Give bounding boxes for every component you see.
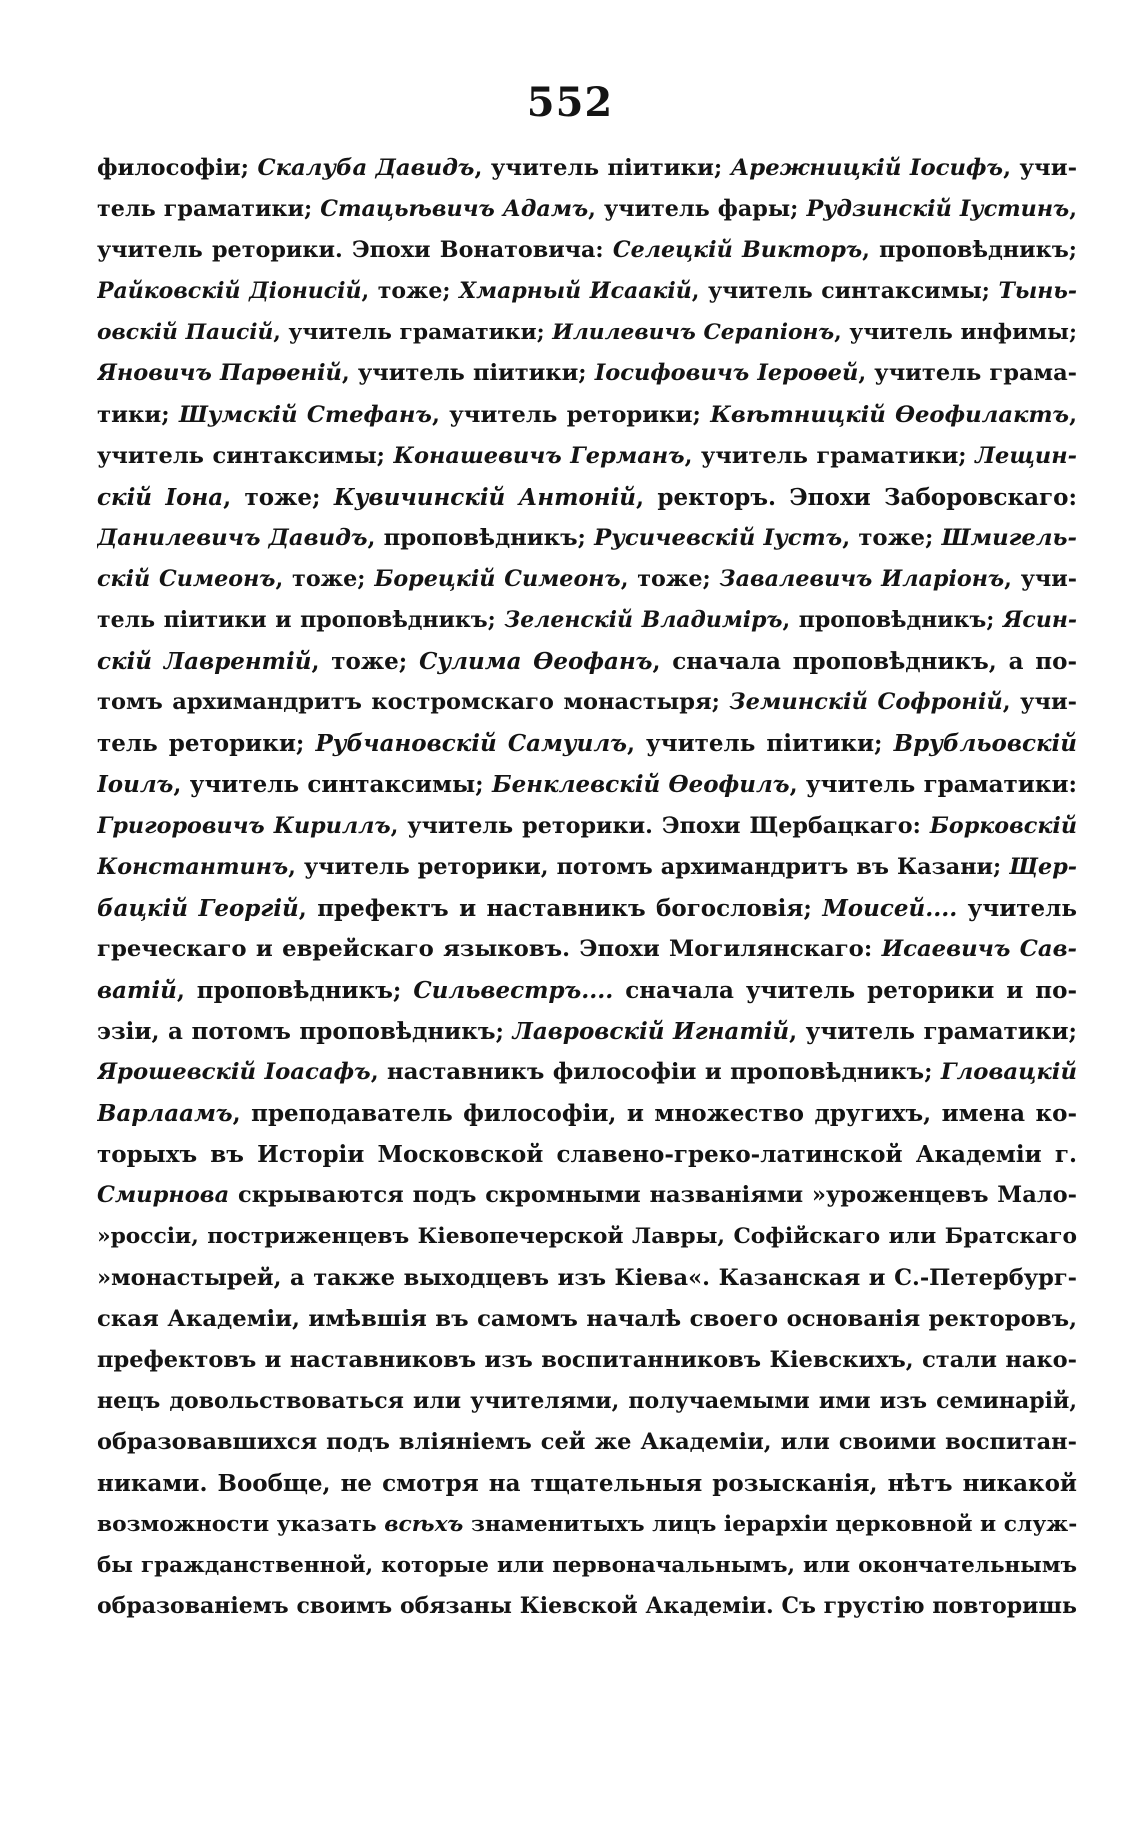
- text-segment: образованіемъ своимъ обязаны Кіевской Академіи. Съ грустію повторишь: [97, 1593, 1077, 1620]
- text-segment: ,: [1069, 196, 1077, 223]
- italic-name: Ясин-: [1003, 607, 1077, 634]
- text-segment: , учитель граматики;: [684, 442, 976, 469]
- italic-name: Зеленскій Владиміръ: [504, 607, 783, 634]
- italic-name: Сулима Ѳеофанъ: [419, 648, 653, 676]
- text-line: [97, 847, 1077, 888]
- italic-name: Іоилъ: [97, 771, 174, 799]
- text-segment: »монастырей, а также выходцевъ изъ Кіева«. Казанская и С.-Петербург-: [97, 1264, 1077, 1291]
- text-segment: , преподаватель философіи, и множество другихъ, имена ко-: [232, 1100, 1077, 1128]
- text-line: [97, 271, 1077, 312]
- text-segment: , учитель піитики;: [626, 730, 894, 758]
- text-line: [97, 148, 1077, 189]
- text-segment: учитель реторики. Эпохи Вонатовича:: [97, 237, 613, 264]
- text-segment: эзіи, а потомъ проповѣдникъ;: [97, 1017, 513, 1045]
- text-segment: , учитель граматики:: [789, 771, 1077, 799]
- italic-name: Рудзинскій Іустинъ: [806, 196, 1070, 223]
- text-segment: , префектъ и наставникъ богословія;: [298, 894, 823, 922]
- text-line: [97, 1216, 1077, 1257]
- italic-name: Яновичъ Парѳеній: [97, 360, 342, 387]
- text-segment: бы гражданственной, которые или первоначальнымъ, или окончательнымъ: [97, 1553, 1077, 1579]
- text-segment: философіи;: [97, 155, 258, 181]
- text-segment: никами. Вообще, не смотря на тщательныя розысканія, нѣтъ никакой: [97, 1470, 1077, 1497]
- italic-name: Скалуба Давидъ: [257, 155, 475, 181]
- body-text: [97, 148, 1077, 1627]
- text-segment: , учи-: [1003, 155, 1077, 181]
- text-line: [97, 230, 1077, 271]
- text-segment: тель піитики и проповѣдникъ;: [97, 607, 505, 634]
- text-segment: , учитель реторики. Эпохи Щербацкаго:: [390, 812, 930, 839]
- italic-name: бацкій Георгій: [97, 894, 299, 922]
- text-segment: , учи-: [1002, 689, 1077, 716]
- italic-name: скій Іона: [97, 483, 224, 511]
- text-line: [97, 312, 1077, 353]
- text-segment: »россіи, постриженцевъ Кіевопечерской Лавры, Софійскаго или Братскаго: [97, 1224, 1077, 1250]
- text-segment: томъ архимандритъ костромскаго монастыря;: [97, 689, 730, 716]
- text-segment: знаменитыхъ лицъ іерархіи церковной и служ-: [463, 1512, 1077, 1538]
- text-segment: ,: [1069, 401, 1077, 428]
- text-line: [97, 436, 1077, 477]
- italic-name: ватій: [97, 976, 177, 1004]
- text-segment: , учитель синтаксимы;: [691, 278, 999, 305]
- text-segment: , учитель піитики;: [341, 360, 595, 387]
- text-segment: , тоже;: [842, 524, 942, 551]
- italic-name: Тынь-: [998, 278, 1077, 305]
- text-line: [97, 929, 1077, 970]
- text-line: [97, 1052, 1077, 1093]
- text-line: [97, 1258, 1077, 1299]
- italic-name: Варлаамъ: [97, 1100, 233, 1128]
- italic-name: скій Лаврентій: [97, 648, 312, 676]
- italic-name: Селецкій Викторъ: [612, 237, 863, 264]
- text-line: [97, 600, 1077, 641]
- text-segment: , тоже;: [361, 278, 460, 305]
- italic-name: Бенклевскій Ѳеофилъ: [491, 771, 790, 799]
- text-line: [97, 723, 1077, 764]
- text-line: [97, 1299, 1077, 1340]
- text-segment: , учитель синтаксимы;: [173, 771, 492, 799]
- text-segment: , проповѣдникъ;: [367, 524, 595, 551]
- italic-name: Илилевичъ Серапіонъ: [552, 320, 835, 346]
- text-segment: , проповѣдникъ;: [176, 976, 414, 1004]
- text-segment: учитель: [957, 894, 1077, 922]
- text-segment: , учитель инфимы;: [834, 320, 1077, 346]
- text-line: [97, 888, 1077, 929]
- text-segment: , тоже;: [275, 565, 375, 592]
- text-segment: , проповѣдникъ;: [782, 607, 1004, 634]
- text-segment: , учитель граматики;: [789, 1017, 1077, 1045]
- italic-name: Сильвестръ....: [413, 976, 614, 1004]
- text-segment: , тоже;: [620, 565, 720, 592]
- text-line: [97, 806, 1077, 847]
- text-line: [97, 1545, 1077, 1586]
- text-line: [97, 189, 1077, 230]
- italic-name: Лавровскій Игнатій: [512, 1017, 790, 1045]
- text-segment: , учи-: [1004, 565, 1077, 592]
- text-segment: , учитель реторики, потомъ архимандритъ въ Казани;: [288, 853, 1010, 880]
- text-segment: , проповѣдникъ;: [862, 237, 1077, 264]
- italic-name: Лещин-: [975, 442, 1077, 469]
- italic-name: Шмигель-: [941, 524, 1077, 551]
- text-segment: торыхъ въ Исторіи Московской славено-греко-латинской Академіи г.: [97, 1141, 1077, 1169]
- text-segment: , учитель піитики;: [474, 155, 731, 181]
- text-segment: тики;: [97, 401, 180, 428]
- italic-name: Исаевичъ Сав-: [881, 935, 1077, 962]
- text-segment: префектовъ и наставниковъ изъ воспитанниковъ Кіевскихъ, стали нако-: [97, 1346, 1077, 1373]
- text-segment: возможности указать: [97, 1512, 385, 1538]
- text-segment: нецъ довольствоваться или учителями, получаемыми ими изъ семинарій,: [97, 1387, 1077, 1414]
- italic-name: Врубльовскій: [893, 730, 1077, 758]
- italic-name: Завалевичъ Иларіонъ: [719, 565, 1005, 592]
- italic-name: Моисей....: [822, 894, 958, 922]
- text-segment: , учитель граматики;: [273, 320, 553, 346]
- italic-name: Рубчановскій Самуилъ: [315, 730, 627, 758]
- italic-name: Хмарный Исаакій: [459, 278, 692, 305]
- italic-name: Райковскій Діонисій: [97, 278, 362, 305]
- italic-name: Константинъ: [97, 853, 289, 880]
- italic-name: Кувичинскій Антоній: [333, 483, 637, 511]
- italic-name: Борковскій: [929, 812, 1077, 839]
- italic-name: овскій Паисій: [97, 320, 274, 346]
- text-line: [97, 970, 1077, 1011]
- text-line: [97, 1011, 1077, 1052]
- text-segment: , учитель фары;: [588, 196, 807, 223]
- text-segment: учитель синтаксимы;: [97, 442, 394, 469]
- italic-name: Квѣтницкій Ѳеофилактъ: [710, 401, 1070, 428]
- italic-name: Іосифовичъ Іероѳей: [594, 360, 859, 387]
- italic-name: Григоровичъ Кириллъ: [97, 812, 391, 839]
- text-segment: сначала учитель реторики и по-: [613, 976, 1077, 1004]
- text-segment: ская Академіи, имѣвшія въ самомъ началѣ своего основанія ректоровъ,: [97, 1305, 1077, 1332]
- text-segment: образовавшихся подъ вліяніемъ сей же Академіи, или своими воспитан-: [97, 1428, 1077, 1455]
- italic-name: всѣхъ: [384, 1512, 464, 1538]
- italic-name: Стацьѣвичъ Адамъ: [320, 196, 589, 223]
- italic-name: Ярошевскій Іоасафъ: [97, 1059, 371, 1086]
- italic-name: Русичевскій Іустъ: [594, 524, 843, 551]
- text-line: [97, 477, 1077, 518]
- text-segment: , наставникъ философіи и проповѣдникъ;: [370, 1059, 941, 1086]
- text-line: [97, 1586, 1077, 1627]
- text-line: [97, 1422, 1077, 1463]
- text-segment: , тоже;: [223, 483, 334, 511]
- text-line: [97, 682, 1077, 723]
- italic-name: Гловацкій: [940, 1059, 1077, 1086]
- text-segment: , учитель грама-: [858, 360, 1077, 387]
- text-line: [97, 518, 1077, 559]
- italic-name: Щер-: [1009, 853, 1077, 880]
- italic-name: Конашевичъ Германъ: [393, 442, 685, 469]
- text-line: [97, 1381, 1077, 1422]
- italic-name: Данилевичъ Давидъ: [97, 524, 368, 551]
- text-segment: , ректоръ. Эпохи Заборовскаго:: [636, 483, 1077, 511]
- text-segment: греческаго и еврейскаго языковъ. Эпохи Могилянскаго:: [97, 935, 882, 962]
- text-line: [97, 395, 1077, 436]
- italic-name: Смирнова: [97, 1182, 230, 1209]
- italic-name: Арежницкій Іосифъ: [730, 155, 1004, 181]
- text-line: [97, 1340, 1077, 1381]
- text-segment: , тоже;: [311, 648, 420, 676]
- italic-name: скій Симеонъ: [97, 565, 276, 592]
- text-segment: тель граматики;: [97, 196, 321, 223]
- italic-name: Земинскій Софроній: [729, 689, 1003, 716]
- text-line: [97, 641, 1077, 682]
- text-line: [97, 1504, 1077, 1545]
- text-line: [97, 1093, 1077, 1134]
- text-segment: тель реторики;: [97, 730, 316, 758]
- text-line: [97, 1463, 1077, 1504]
- text-segment: , учитель реторики;: [431, 401, 711, 428]
- text-line: [97, 764, 1077, 805]
- text-line: [97, 353, 1077, 394]
- text-segment: скрываются подъ скромными названіями »уроженцевъ Мало-: [229, 1182, 1077, 1209]
- italic-name: Борецкій Симеонъ: [374, 565, 621, 592]
- italic-name: Шумскій Стефанъ: [179, 401, 432, 428]
- text-segment: , сначала проповѣдникъ, а по-: [652, 648, 1077, 676]
- page-number: 552: [526, 79, 614, 126]
- text-line: [97, 1134, 1077, 1175]
- text-line: [97, 1175, 1077, 1216]
- text-line: [97, 559, 1077, 600]
